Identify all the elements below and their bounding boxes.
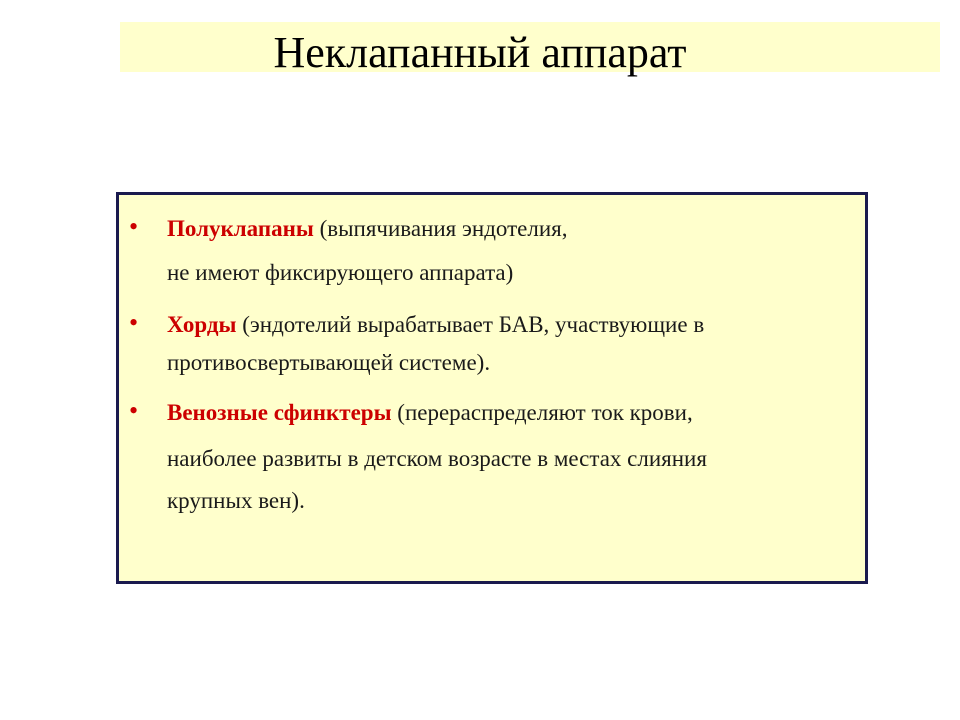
- item-line-1: [167, 209, 567, 249]
- item-line-2: противосвертывающей системе).: [167, 350, 491, 375]
- bullet-icon: •: [129, 396, 139, 425]
- item-line-1: [167, 393, 693, 433]
- term-chords: Хорды: [167, 312, 237, 337]
- term-semivalves: Полуклапаны: [167, 216, 314, 241]
- item-line-1: [167, 305, 704, 345]
- slide-title: Неклапанный аппарат: [273, 28, 687, 77]
- item-line-2: не имеют фиксирующего аппарата): [167, 260, 514, 285]
- item-line-3: крупных вен).: [167, 488, 305, 513]
- term-venous-sphincters: Венозные сфинктеры: [167, 400, 392, 425]
- item-text: (эндотелий вырабатывает БАВ, участвующие в: [236, 312, 705, 337]
- bullet-icon: •: [129, 212, 139, 241]
- bullet-icon: •: [129, 308, 139, 337]
- item-line-2: наиболее развиты в детском возрасте в местах слияния: [167, 446, 707, 471]
- content-box: [116, 192, 868, 584]
- item-text: (перераспределяют ток крови,: [391, 400, 693, 425]
- item-text: (выпячивания эндотелия,: [313, 216, 568, 241]
